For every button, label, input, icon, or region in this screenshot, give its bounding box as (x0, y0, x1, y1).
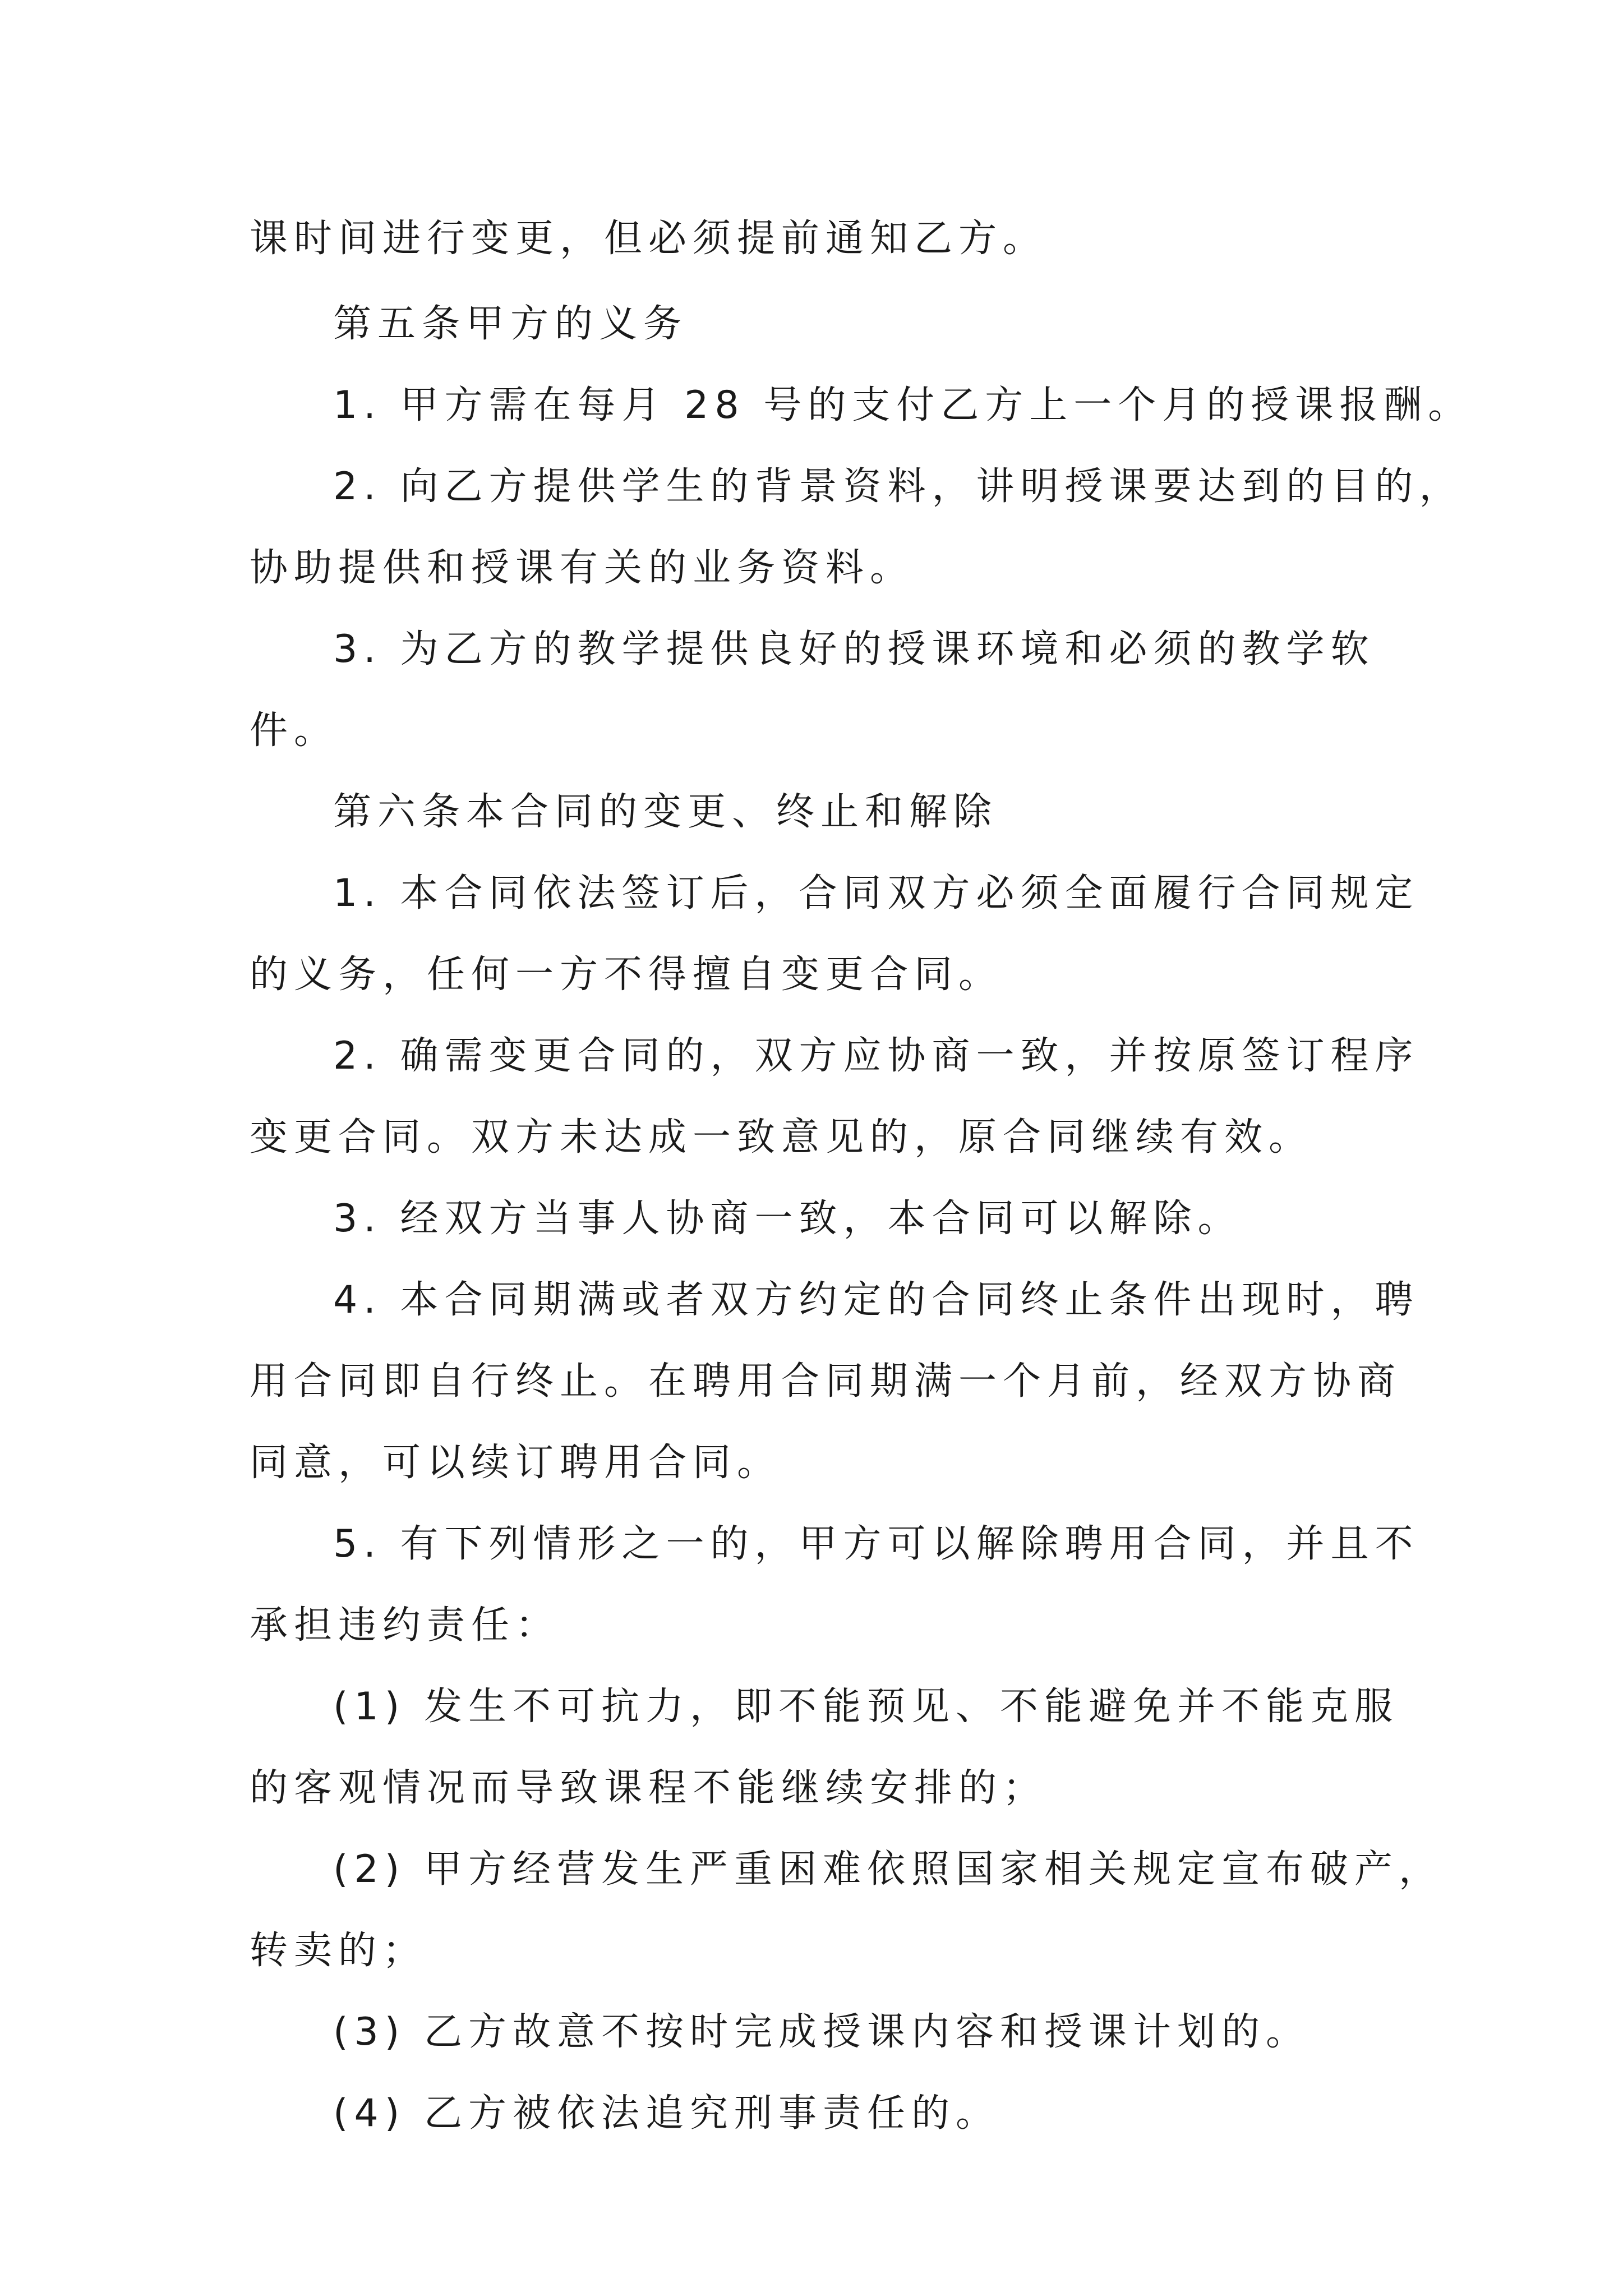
text-line: (2) 甲方经营发生严重困难依照国家相关规定宣布破产， (333, 1847, 1443, 1892)
text-line: 转卖的； (250, 1929, 427, 1973)
text-line: 件。 (250, 708, 339, 753)
text-line: 同意，可以续订聘用合同。 (250, 1441, 782, 1485)
text-line: 承担违约责任： (250, 1603, 560, 1648)
text-line: 4. 本合同期满或者双方约定的合同终止条件出现时，聘 (333, 1278, 1419, 1322)
text-line: 1. 本合同依法签订后，合同双方必须全面履行合同规定 (333, 871, 1419, 915)
text-line: (3) 乙方故意不按时完成授课内容和授课计划的。 (333, 2010, 1310, 2054)
text-line: (1) 发生不可抗力，即不能预见、不能避免并不能克服 (333, 1685, 1399, 1729)
text-line: 3. 为乙方的教学提供良好的授课环境和必须的教学软 (333, 627, 1375, 671)
text-line: 变更合同。双方未达成一致意见的，原合同继续有效。 (250, 1115, 1313, 1159)
text-line: 2. 确需变更合同的，双方应协商一致，并按原签订程序 (333, 1034, 1419, 1078)
section-heading: 第六条本合同的变更、终止和解除 (333, 790, 998, 834)
text-line: (4) 乙方被依法追究刑事责任的。 (333, 2091, 1000, 2136)
text-line: 课时间进行变更，但必须提前通知乙方。 (250, 217, 1048, 261)
text-line: 的客观情况而导致课程不能继续安排的； (250, 1766, 1048, 1810)
text-line: 协助提供和授课有关的业务资料。 (250, 546, 915, 590)
text-line: 3. 经双方当事人协商一致，本合同可以解除。 (333, 1197, 1242, 1241)
text-line: 5. 有下列情形之一的，甲方可以解除聘用合同，并且不 (333, 1522, 1419, 1566)
text-line: 2. 向乙方提供学生的背景资料，讲明授课要达到的目的， (333, 464, 1464, 509)
text-line: 1. 甲方需在每月 28 号的支付乙方上一个月的授课报酬。 (333, 383, 1473, 427)
section-heading: 第五条甲方的义务 (333, 302, 688, 346)
text-line: 的义务，任何一方不得擅自变更合同。 (250, 953, 1003, 997)
text-line: 用合同即自行终止。在聘用合同期满一个月前，经双方协商 (250, 1359, 1402, 1404)
